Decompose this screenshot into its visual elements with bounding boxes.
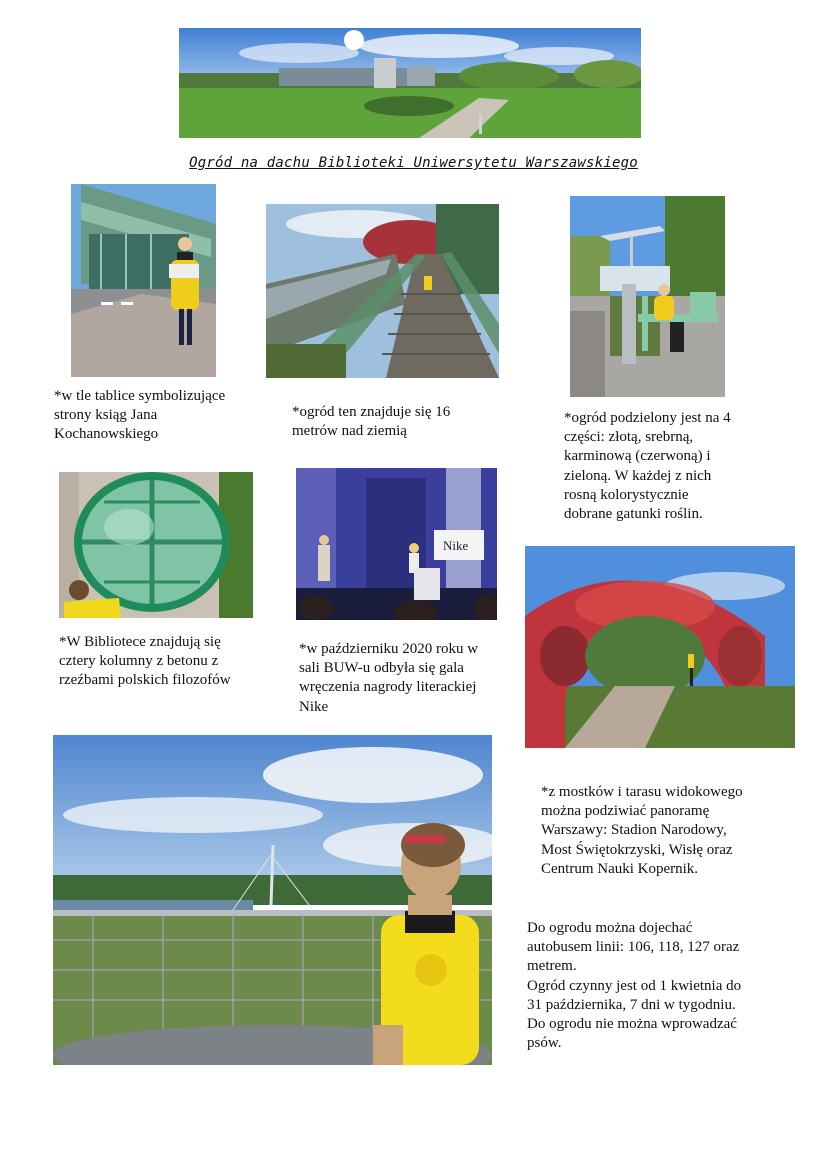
caption-columns: *W Bibliotece znajdują się cztery kolumny z betonu z rzeźbami polskich filozofów: [59, 634, 231, 689]
nike-sign-text: Nike: [443, 538, 469, 553]
garden-stairs-photo: [266, 204, 499, 378]
nike-gala-photo: [296, 468, 497, 620]
garden-bench-photo: [570, 196, 725, 397]
round-window-photo: [59, 472, 253, 618]
caption-stairs: *ogród ten znajduje się 16 metrów nad ziemią: [292, 404, 451, 440]
red-arch-photo: [525, 546, 795, 748]
caption-garden-parts: *ogród podzielony jest na 4 części: złotą, srebrną, karminową (czerwoną) i zieloną. W każdej z nich rosną kolorystycznie dobrane gatunki roślin.: [564, 410, 731, 523]
page-title: Ogród na dachu Biblioteki Uniwersytetu Warszawskiego: [189, 155, 638, 171]
caption-panorama: *z mostków i tarasu widokowego można podziwiać panoramę Warszawy: Stadion Narodowy, Most Świętokrzyski, Wisłę oraz Centrum Nauki Kopernik.: [541, 784, 743, 877]
info-paragraph: Do ogrodu można dojechać autobusem linii: 106, 118, 127 oraz metrem. Ogród czynny jest od 1 kwietnia do 31 października, 7 dni w tygodniu. Do ogrodu nie można wprowadzać psów.: [527, 920, 742, 1052]
caption-gala: *w październiku 2020 roku w sali BUW-u odbyła się gala wręczenia nagrody literackiej Nike: [299, 641, 479, 715]
panorama-photo: [179, 28, 641, 138]
caption-facade: *w tle tablice symbolizujące strony ksiąg Jana Kochanowskiego: [54, 388, 226, 443]
library-facade-photo: [71, 184, 216, 377]
terrace-view-photo: [53, 735, 492, 1065]
